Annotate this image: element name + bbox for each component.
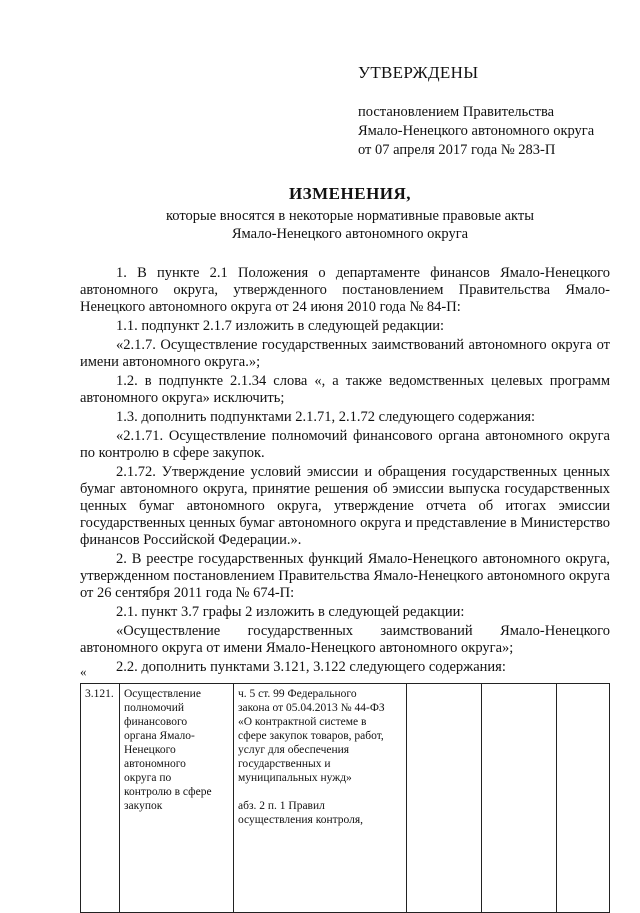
body-paragraph: 1. В пункте 2.1 Положения о департаменте финансов Ямало-Ненецкого автономного округа, утвержденного постановлением Правительства Ямало-Ненецкого автономного округа от 24 июня 2010 года № 84-П: xyxy=(80,265,610,315)
cell-text-line: абз. 2 п. 1 Правил xyxy=(238,800,325,812)
document-body xyxy=(80,265,610,678)
body-paragraph: 1.2. в подпункте 2.1.34 слова «, а также ведомственных целевых программ автономного округа» исключить; xyxy=(80,373,610,406)
approval-line: Ямало-Ненецкого автономного округа xyxy=(358,123,595,139)
approval-block xyxy=(358,103,594,160)
cell-text-line: сфере закупок товаров, работ, xyxy=(238,730,384,742)
cell-text-line xyxy=(238,785,402,799)
empty-cell xyxy=(482,684,557,913)
cell-text-line: контролю в сфере xyxy=(124,786,212,798)
changes-table xyxy=(80,683,610,913)
body-paragraph: 1.3. дополнить подпунктами 2.1.71, 2.1.72 следующего содержания: xyxy=(116,409,536,425)
cell-text-line: «О контрактной системе в xyxy=(238,716,367,728)
opening-quote: « xyxy=(80,664,87,679)
approved-stamp: УТВЕРЖДЕНЫ xyxy=(358,63,479,82)
cell-text-line: ч. 5 ст. 99 Федерального xyxy=(238,688,357,700)
empty-cell xyxy=(407,684,482,913)
subtitle-line: которые вносятся в некоторые нормативные правовые акты xyxy=(165,208,534,224)
body-paragraph: 2. В реестре государственных функций Ямало-Ненецкого автономного округа, утвержденном постановлением Правительства Ямало-Ненецкого автономного округа от 26 сентября 2011 года № 674-П: xyxy=(80,551,610,601)
document-title: ИЗМЕНЕНИЯ, xyxy=(288,184,412,203)
cell-text-line: осуществления контроля, xyxy=(238,814,364,826)
body-paragraph: «2.1.71. Осуществление полномочий финансового органа автономного округа по контролю в сфере закупок. xyxy=(80,428,610,461)
cell-text-line: полномочий xyxy=(124,702,184,714)
cell-text-line: финансового xyxy=(124,716,188,728)
cell-text-line: закупок xyxy=(124,800,163,812)
body-paragraph: 2.1. пункт 3.7 графы 2 изложить в следующей редакции: xyxy=(116,604,465,620)
function-name-cell xyxy=(120,684,234,913)
body-paragraph: 1.1. подпункт 2.1.7 изложить в следующей редакции: xyxy=(116,318,445,334)
cell-text-line: автономного xyxy=(124,758,186,770)
cell-text-line: Ненецкого xyxy=(124,744,176,756)
body-paragraph: 2.1.72. Утверждение условий эмиссии и обращения государственных ценных бумаг автономного округа, принятие решения об эмиссии выпуска государственных ценных бумаг автономного округа, утверждение отчета об итогах эмиссии государственных ценных бумаг автономного округа и представление в Министерство финансов Российской Федерации.». xyxy=(80,464,610,548)
cell-text-line: муниципальных нужд» xyxy=(238,772,352,784)
body-paragraph: 2.2. дополнить пунктами 3.121, 3.122 следующего содержания: xyxy=(116,659,506,675)
cell-text-line: округа по xyxy=(124,772,172,784)
empty-cell xyxy=(557,684,610,913)
subtitle-line: Ямало-Ненецкого автономного округа xyxy=(231,226,469,242)
approval-line: от 07 апреля 2017 года № 283-П xyxy=(358,142,556,158)
cell-text-line: Осуществление xyxy=(124,688,201,700)
cell-text-line: закона от 05.04.2013 № 44-ФЗ xyxy=(238,702,385,714)
cell-text-line: услуг для обеспечения xyxy=(238,744,350,756)
cell-text-line: органа Ямало- xyxy=(124,730,195,742)
table-row xyxy=(81,684,610,913)
item-number-cell: 3.121. xyxy=(81,684,120,913)
cell-text-line: государственных и xyxy=(238,758,331,770)
body-paragraph: «Осуществление государственных заимствований Ямало-Ненецкого автономного округа от имени Ямало-Ненецкого автономного округа»; xyxy=(80,623,610,656)
approval-line: постановлением Правительства xyxy=(358,104,555,120)
legal-basis-cell xyxy=(234,684,407,913)
body-paragraph: «2.1.7. Осуществление государственных заимствований автономного округа от имени автономного округа.»; xyxy=(80,337,610,370)
document-subtitle xyxy=(0,207,640,243)
